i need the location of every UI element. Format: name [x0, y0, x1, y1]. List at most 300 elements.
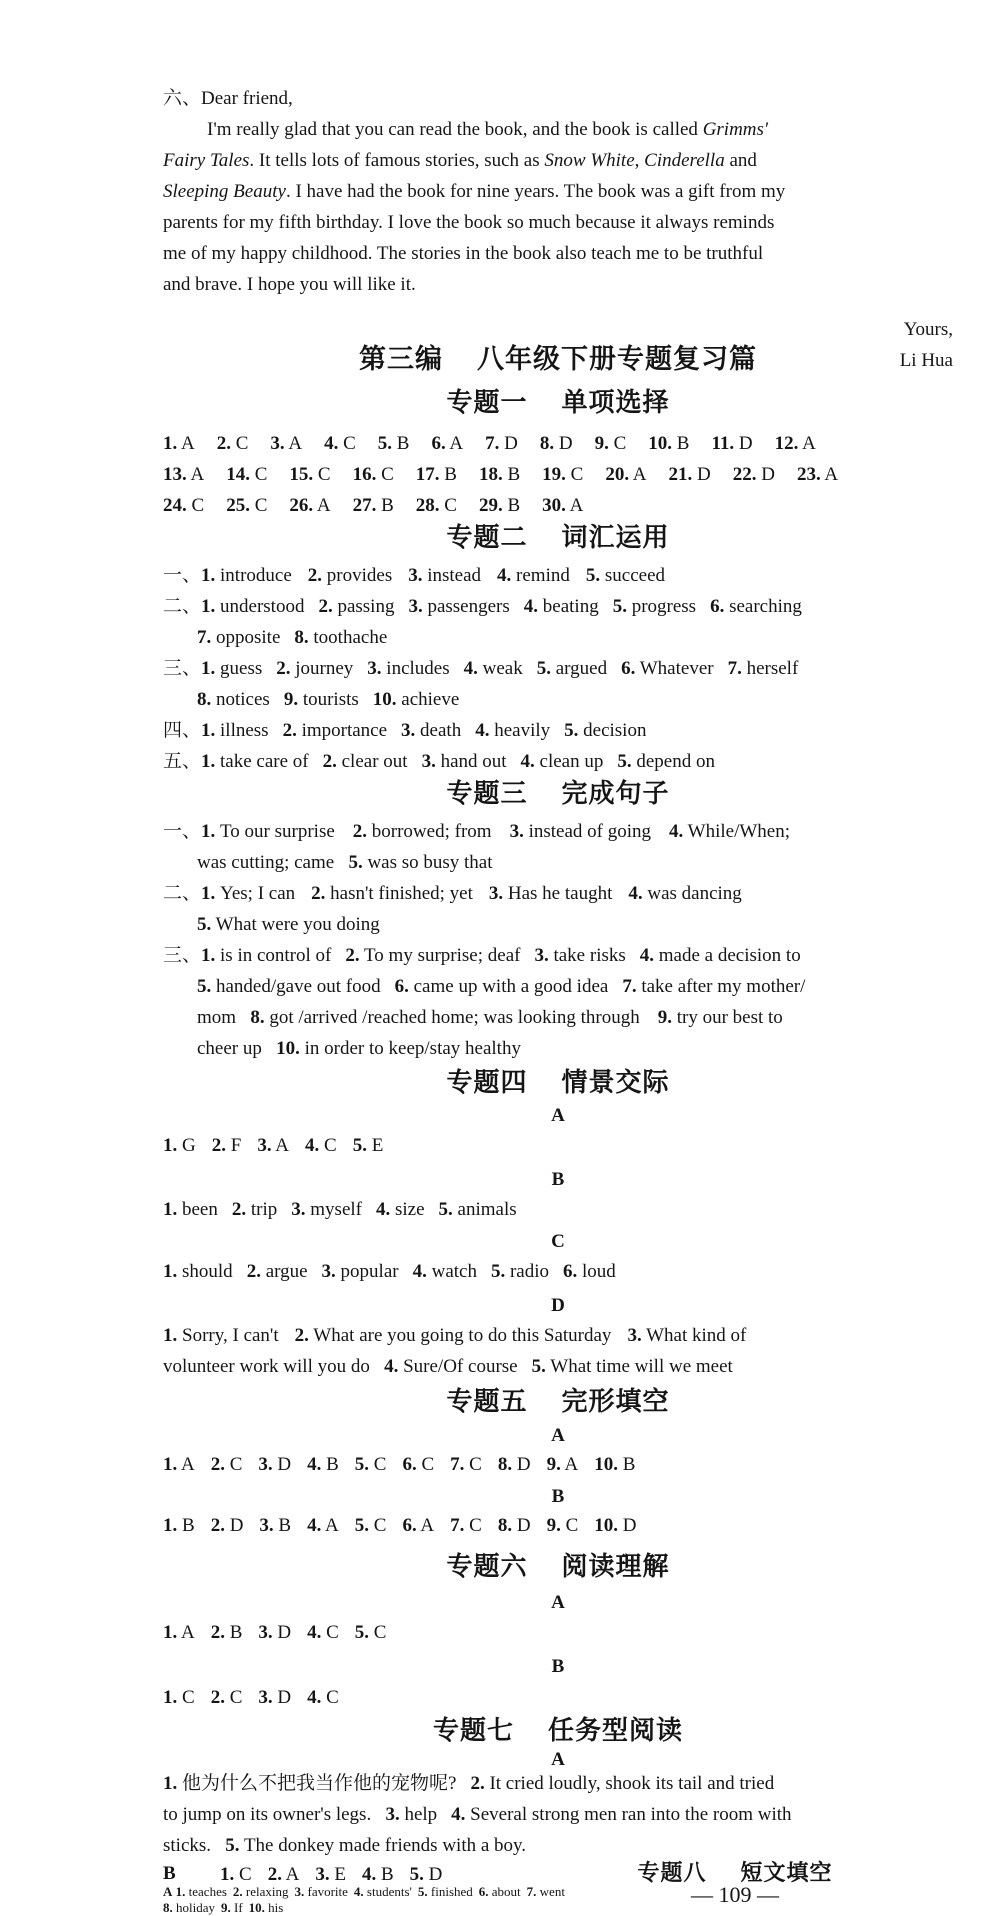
answer-number: 2. [210, 1687, 225, 1708]
text: . I have had the book for nine years. The book was a gift from my [285, 181, 786, 202]
answer-number: 29. [478, 495, 503, 516]
answer-value: finished [427, 1884, 473, 1899]
answer-value: toothache [308, 627, 388, 648]
answer-value: C [321, 1622, 339, 1643]
answer-value: B [321, 1454, 339, 1475]
answer-number: 8. [497, 1515, 513, 1536]
answer-number: 2. [232, 1884, 243, 1899]
answer-number: 9. [546, 1454, 561, 1475]
answer-value: B [672, 433, 690, 454]
answer-number: 1. [163, 1199, 178, 1220]
answer-value: death [415, 720, 462, 741]
answer-number: 5. [490, 1261, 506, 1282]
answer-number: 16. [352, 464, 377, 485]
answer-value: help [399, 1804, 438, 1825]
answer-item [163, 1900, 215, 1915]
section-label: 一、 [163, 821, 202, 842]
answer-value: achieve [396, 689, 460, 710]
subsection-label: B [551, 1169, 565, 1190]
answer-number: 7. [622, 976, 637, 997]
answer-number: 2. [246, 1261, 261, 1282]
answer-number: 17. [415, 464, 440, 485]
answer-value: A [565, 495, 584, 516]
answer-value: opposite [211, 627, 281, 648]
answer-value: provides [322, 565, 393, 586]
answer-value: Whatever [635, 658, 714, 679]
answer-value: D [512, 1515, 531, 1536]
answer-value: A [560, 1454, 579, 1475]
section-label: 五、 [163, 751, 202, 772]
answer-value: was dancing [642, 883, 742, 904]
answer-number: 2. [267, 1864, 282, 1885]
answer-number: 14. [226, 464, 250, 485]
section-label: 六、 [163, 88, 202, 109]
topic-number: 专题一 [446, 388, 528, 418]
answer-number: 3. [270, 433, 285, 454]
answer-number: 4. [307, 1622, 322, 1643]
book-title: Fairy Tales [163, 150, 250, 171]
subsection-label: A [551, 1425, 565, 1446]
topic-name: 情景交际 [561, 1068, 670, 1098]
answer-value: argue [260, 1261, 308, 1282]
answer-number: 2. [318, 596, 333, 617]
answer-number: 2. [276, 658, 291, 679]
answer-number: 3. [258, 1622, 273, 1643]
book-title: Grimms' [702, 119, 768, 140]
answer-value: students' [363, 1884, 412, 1899]
text: and [724, 150, 757, 171]
answer-value: notices [211, 689, 270, 710]
answer-value: illness [215, 720, 269, 741]
answer-number: 1. [201, 720, 216, 741]
answer-number: 2. [345, 945, 360, 966]
answer-value: C [230, 433, 249, 454]
answer-value: D [272, 1622, 292, 1643]
answer-value: weak [477, 658, 523, 679]
answer-number: 3. [367, 658, 382, 679]
answer-number: 10. [248, 1900, 265, 1915]
answer-value: If [230, 1900, 243, 1915]
answer-value: D [756, 464, 775, 485]
answer-value: A [445, 433, 464, 454]
answer-number: 1. [201, 751, 216, 772]
answer-number: 3. [291, 1199, 306, 1220]
answer-value: What time will we meet [545, 1356, 733, 1377]
section-label: 四、 [163, 720, 202, 741]
answer-value: D [272, 1687, 292, 1708]
section-label: 三、 [163, 945, 202, 966]
answer-value: handed/gave out food [211, 976, 381, 997]
answer-number: 3. [315, 1864, 330, 1885]
answer-number: 4. [497, 565, 512, 586]
answer-value: B [273, 1515, 292, 1536]
part-title: 八年级下册专题复习篇 [477, 344, 757, 375]
text: . It tells lots of famous stories, such as [249, 150, 545, 171]
story-title: Cinderella [644, 150, 725, 171]
answer-value: C [249, 464, 268, 485]
answer-value: try our best to [671, 1007, 783, 1028]
answer-value: B [376, 495, 394, 516]
answer-number: 22. [732, 464, 757, 485]
answer-value: instead [422, 565, 482, 586]
answer-value: should [177, 1261, 233, 1282]
answer-number: 15. [289, 464, 314, 485]
answer-value: passengers [422, 596, 510, 617]
text: , [634, 150, 645, 171]
answer-value: D [272, 1454, 292, 1475]
answer-value: To my surprise; deaf [359, 945, 521, 966]
greeting: Dear friend, [201, 88, 293, 109]
answer-number: 10. [594, 1515, 619, 1536]
answer-number: 10. [372, 689, 397, 710]
answer-value: favorite [304, 1884, 348, 1899]
story-title: Snow White [544, 150, 635, 171]
answer-number: 30. [542, 495, 566, 516]
answer-number: 3. [408, 565, 423, 586]
answer-number: 2. [282, 720, 297, 741]
answer-number: 3. [259, 1515, 274, 1536]
topic-number: 专题七 [432, 1716, 514, 1746]
answer-number: 4. [307, 1454, 322, 1475]
topic-number: 专题四 [446, 1068, 528, 1098]
letter-signature: Li Hua [899, 350, 953, 371]
answer-value: A [284, 433, 303, 454]
answer-value: size [390, 1199, 425, 1220]
answer-value: Has he taught [503, 883, 613, 904]
answer-number: 6. [710, 596, 725, 617]
answer-number: 12. [774, 433, 799, 454]
subsection-label: B [551, 1656, 565, 1677]
answer-value: watch [426, 1261, 477, 1282]
answer-value: Yes; I can [215, 883, 296, 904]
answer-value: D [512, 1454, 531, 1475]
answer-number: 5. [612, 596, 627, 617]
answer-value: G [177, 1135, 196, 1156]
answer-number: 4. [628, 883, 643, 904]
subsection-label: A [551, 1749, 565, 1770]
answer-number: 23. [796, 464, 821, 485]
answer-value: Sure/Of course [398, 1356, 518, 1377]
answer-value: E [366, 1135, 384, 1156]
answer-value: A [629, 464, 647, 485]
answer-value: take risks [548, 945, 626, 966]
answer-number: 8. [197, 689, 212, 710]
answer-item [221, 1900, 243, 1915]
answer-value: C [369, 1515, 387, 1536]
answer-value: holiday [172, 1900, 215, 1915]
topic-name: 完形填空 [561, 1387, 670, 1417]
answer-number: 13. [163, 464, 187, 485]
answer-number: 2. [216, 433, 231, 454]
answer-item [249, 1900, 284, 1915]
answer-value: take care of [215, 751, 309, 772]
topic-number: 专题六 [446, 1552, 528, 1582]
subsection-label: A [551, 1592, 565, 1613]
answer-number: 4. [307, 1687, 322, 1708]
topic-name: 完成句子 [561, 779, 670, 809]
answer-value: borrowed; from [367, 821, 492, 842]
answer-number: 4. [669, 821, 684, 842]
answer-number: 1. [201, 658, 216, 679]
answer-number: 7. [450, 1454, 465, 1475]
answer-number: 5. [585, 565, 601, 586]
answer-value: C [249, 495, 268, 516]
answer-value: While/When; [683, 821, 791, 842]
answer-value: depend on [631, 751, 715, 772]
answer-number: 1. [201, 821, 216, 842]
answer-value: C [439, 495, 457, 516]
answer-number: 26. [289, 495, 314, 516]
answer-number: 5. [409, 1864, 424, 1885]
answer-number: 5. [531, 1356, 546, 1377]
answer-number: 3. [627, 1325, 642, 1346]
answer-value: It cried loudly, shook its tail and tried [484, 1773, 775, 1794]
answer-number: 7. [485, 433, 500, 454]
topic-number: 专题二 [446, 523, 528, 553]
answer-number: 4. [324, 433, 339, 454]
answer-value: heavily [489, 720, 551, 741]
answer-value: F [225, 1135, 242, 1156]
answer-number: 21. [668, 464, 693, 485]
topic-name: 短文填空 [740, 1861, 833, 1886]
story-title: Sleeping Beauty [163, 181, 286, 202]
section-label: 一、 [163, 565, 202, 586]
answer-number: 11. [711, 433, 735, 454]
answer-value: hand out [435, 751, 507, 772]
answer-value: was so busy that [362, 852, 493, 873]
answer-value: C [338, 433, 356, 454]
answer-value: clean up [534, 751, 604, 772]
answer-number: 5. [354, 1622, 370, 1643]
answer-value: myself [305, 1199, 362, 1220]
answer-value: D [618, 1515, 637, 1536]
answer-number: 5. [417, 1884, 428, 1899]
answer-number: 4. [353, 1884, 364, 1899]
answer-number: 2. [211, 1135, 226, 1156]
answer-value: introduce [215, 565, 292, 586]
answer-number: 1. [201, 565, 216, 586]
section-label: 三、 [163, 658, 202, 679]
answer-number: 2. [294, 1325, 309, 1346]
answer-value: C [416, 1454, 435, 1475]
answer-item [418, 1884, 473, 1899]
answer-value: What were you doing [211, 914, 380, 935]
answer-row [163, 1884, 565, 1900]
answer-value: The donkey made friends with a boy. [239, 1835, 527, 1856]
answer-number: 9. [594, 433, 609, 454]
answer-number: 2. [231, 1199, 247, 1220]
answer-number: 1. [163, 1135, 178, 1156]
answer-number: 2. [352, 821, 368, 842]
subsection-label: D [551, 1295, 565, 1316]
answer-value: about [488, 1884, 521, 1899]
answer-value: What kind of [641, 1325, 747, 1346]
answer-value: understood [215, 596, 305, 617]
answer-number: 8. [163, 1900, 173, 1915]
answer-number: 3. [294, 1884, 305, 1899]
answer-value: passing [332, 596, 395, 617]
answer-text: volunteer work will you do [163, 1356, 370, 1377]
answer-number: 2. [210, 1515, 225, 1536]
answer-item [527, 1884, 565, 1899]
answer-value: radio [505, 1261, 550, 1282]
answer-value: C [464, 1454, 482, 1475]
answer-number: 4. [305, 1135, 320, 1156]
answer-number: 9. [283, 689, 299, 710]
answer-value: C [234, 1864, 252, 1885]
answer-value: C [608, 433, 627, 454]
answer-number: 9. [657, 1007, 672, 1028]
answer-number: 4. [412, 1261, 427, 1282]
answer-value: C [224, 1687, 243, 1708]
answer-number: 2. [210, 1454, 225, 1475]
letter-closing: Yours, [903, 319, 953, 340]
answer-number: 1. [201, 945, 216, 966]
answer-number: 6. [621, 658, 636, 679]
answer-value: teaches [185, 1884, 227, 1899]
answer-value: argued [550, 658, 608, 679]
answer-number: 2. [210, 1622, 225, 1643]
answer-value: progress [626, 596, 697, 617]
section-label: 二、 [163, 883, 202, 904]
topic-name: 单项选择 [561, 388, 670, 418]
topic-number: 专题五 [446, 1387, 528, 1417]
answer-value: beating [538, 596, 599, 617]
topic-name: 阅读理解 [561, 1552, 670, 1582]
answer-value: C [177, 1687, 195, 1708]
answer-value: made a decision to [654, 945, 801, 966]
section-label: 二、 [163, 596, 202, 617]
answer-value: his [264, 1900, 284, 1915]
answer-value: trip [246, 1199, 278, 1220]
answer-item [479, 1884, 521, 1899]
answer-number: 4. [451, 1804, 466, 1825]
answer-value: E [329, 1864, 346, 1885]
answer-number: 4. [475, 720, 490, 741]
part-label: 第三编 [359, 344, 443, 375]
answer-number: 2. [470, 1773, 485, 1794]
answer-value: A [313, 495, 331, 516]
answer-value: animals [452, 1199, 517, 1220]
answer-number: 1. [163, 1773, 178, 1794]
answer-value: Several strong men ran into the room with [465, 1804, 792, 1825]
answer-number: 5. [617, 751, 632, 772]
answer-value: B [618, 1454, 636, 1475]
answer-value: been [177, 1199, 218, 1220]
text: I'm really glad that you can read the book, and the book is called [207, 119, 703, 140]
answer-value: A [798, 433, 816, 454]
answer-number: 5. [197, 914, 212, 935]
answer-number: 3. [321, 1261, 336, 1282]
answer-value: D [734, 433, 753, 454]
answer-value: searching [724, 596, 802, 617]
answer-number: 8. [497, 1454, 513, 1475]
answer-value: A [321, 1515, 339, 1536]
letter-line: me of my happy childhood. The stories in the book also teach me to be truthful [163, 243, 764, 264]
answer-number: 7. [526, 1884, 537, 1899]
answer-value: 他为什么不把我当作他的宠物呢? [177, 1773, 457, 1794]
answer-text: to jump on its owner's legs. [163, 1804, 372, 1825]
answer-value: journey [290, 658, 354, 679]
answer-value: D [692, 464, 711, 485]
subsection-label: C [551, 1231, 565, 1252]
answer-value: C [560, 1515, 579, 1536]
answer-number: 10. [276, 1038, 300, 1059]
answer-value: C [376, 464, 394, 485]
answer-value: D [423, 1864, 443, 1885]
answer-value: B [376, 1864, 394, 1885]
answer-number: 6. [563, 1261, 578, 1282]
answer-value: To our surprise [215, 821, 335, 842]
answer-value: C [224, 1454, 243, 1475]
answer-number: 7. [450, 1515, 465, 1536]
answer-number: 1. [175, 1884, 186, 1899]
answer-number: 5. [348, 852, 363, 873]
answer-number: 25. [226, 495, 250, 516]
answer-value: A [177, 433, 195, 454]
answer-value: A [820, 464, 839, 485]
answer-value: clear out [336, 751, 408, 772]
answer-value: went [536, 1884, 565, 1899]
answer-number: 3. [509, 821, 524, 842]
answer-number: 2. [307, 565, 323, 586]
answer-text: mom [197, 1007, 237, 1028]
answer-value: C [313, 464, 331, 485]
answer-value: A [177, 1622, 195, 1643]
answer-value: relaxing [242, 1884, 289, 1899]
answer-text: was cutting; came [197, 852, 335, 873]
answer-number: 8. [250, 1007, 265, 1028]
answer-value: C [319, 1135, 337, 1156]
answer-number: 1. [163, 1687, 178, 1708]
answer-number: 3. [258, 1687, 273, 1708]
answer-number: 4. [523, 596, 539, 617]
answer-number: 5. [354, 1515, 370, 1536]
answer-number: 9. [546, 1515, 561, 1536]
answer-value: came up with a good idea [408, 976, 609, 997]
answer-number: 19. [542, 464, 566, 485]
answer-number: 1. [163, 433, 178, 454]
answer-number: 6. [394, 976, 409, 997]
answer-value: tourists [298, 689, 359, 710]
subsection-label: B [163, 1863, 176, 1884]
answer-value: take after my mother/ [636, 976, 806, 997]
answer-number: 8. [539, 433, 555, 454]
answer-number: 3. [257, 1135, 272, 1156]
answer-item [233, 1884, 289, 1899]
answer-number: 1. [163, 1454, 178, 1475]
answer-value: A [271, 1135, 289, 1156]
letter-line: and brave. I hope you will like it. [163, 274, 416, 295]
answer-number: 1. [163, 1261, 178, 1282]
answer-number: 10. [594, 1454, 619, 1475]
answer-number: 5. [564, 720, 579, 741]
answer-number: 3. [401, 720, 416, 741]
answer-number: 4. [361, 1864, 377, 1885]
answer-value: succeed [600, 565, 666, 586]
letter-line: parents for my fifth birthday. I love the book so much because it always reminds [163, 212, 775, 233]
answer-number: 1. [220, 1864, 235, 1885]
answer-number: 1. [163, 1622, 178, 1643]
answer-value: B [392, 433, 410, 454]
answer-value: C [321, 1687, 339, 1708]
answer-value: includes [381, 658, 450, 679]
answer-number: 2. [311, 883, 326, 904]
answer-number: 7. [727, 658, 742, 679]
answer-number: 10. [648, 433, 673, 454]
answer-value: loud [577, 1261, 616, 1282]
answer-value: B [502, 495, 521, 516]
